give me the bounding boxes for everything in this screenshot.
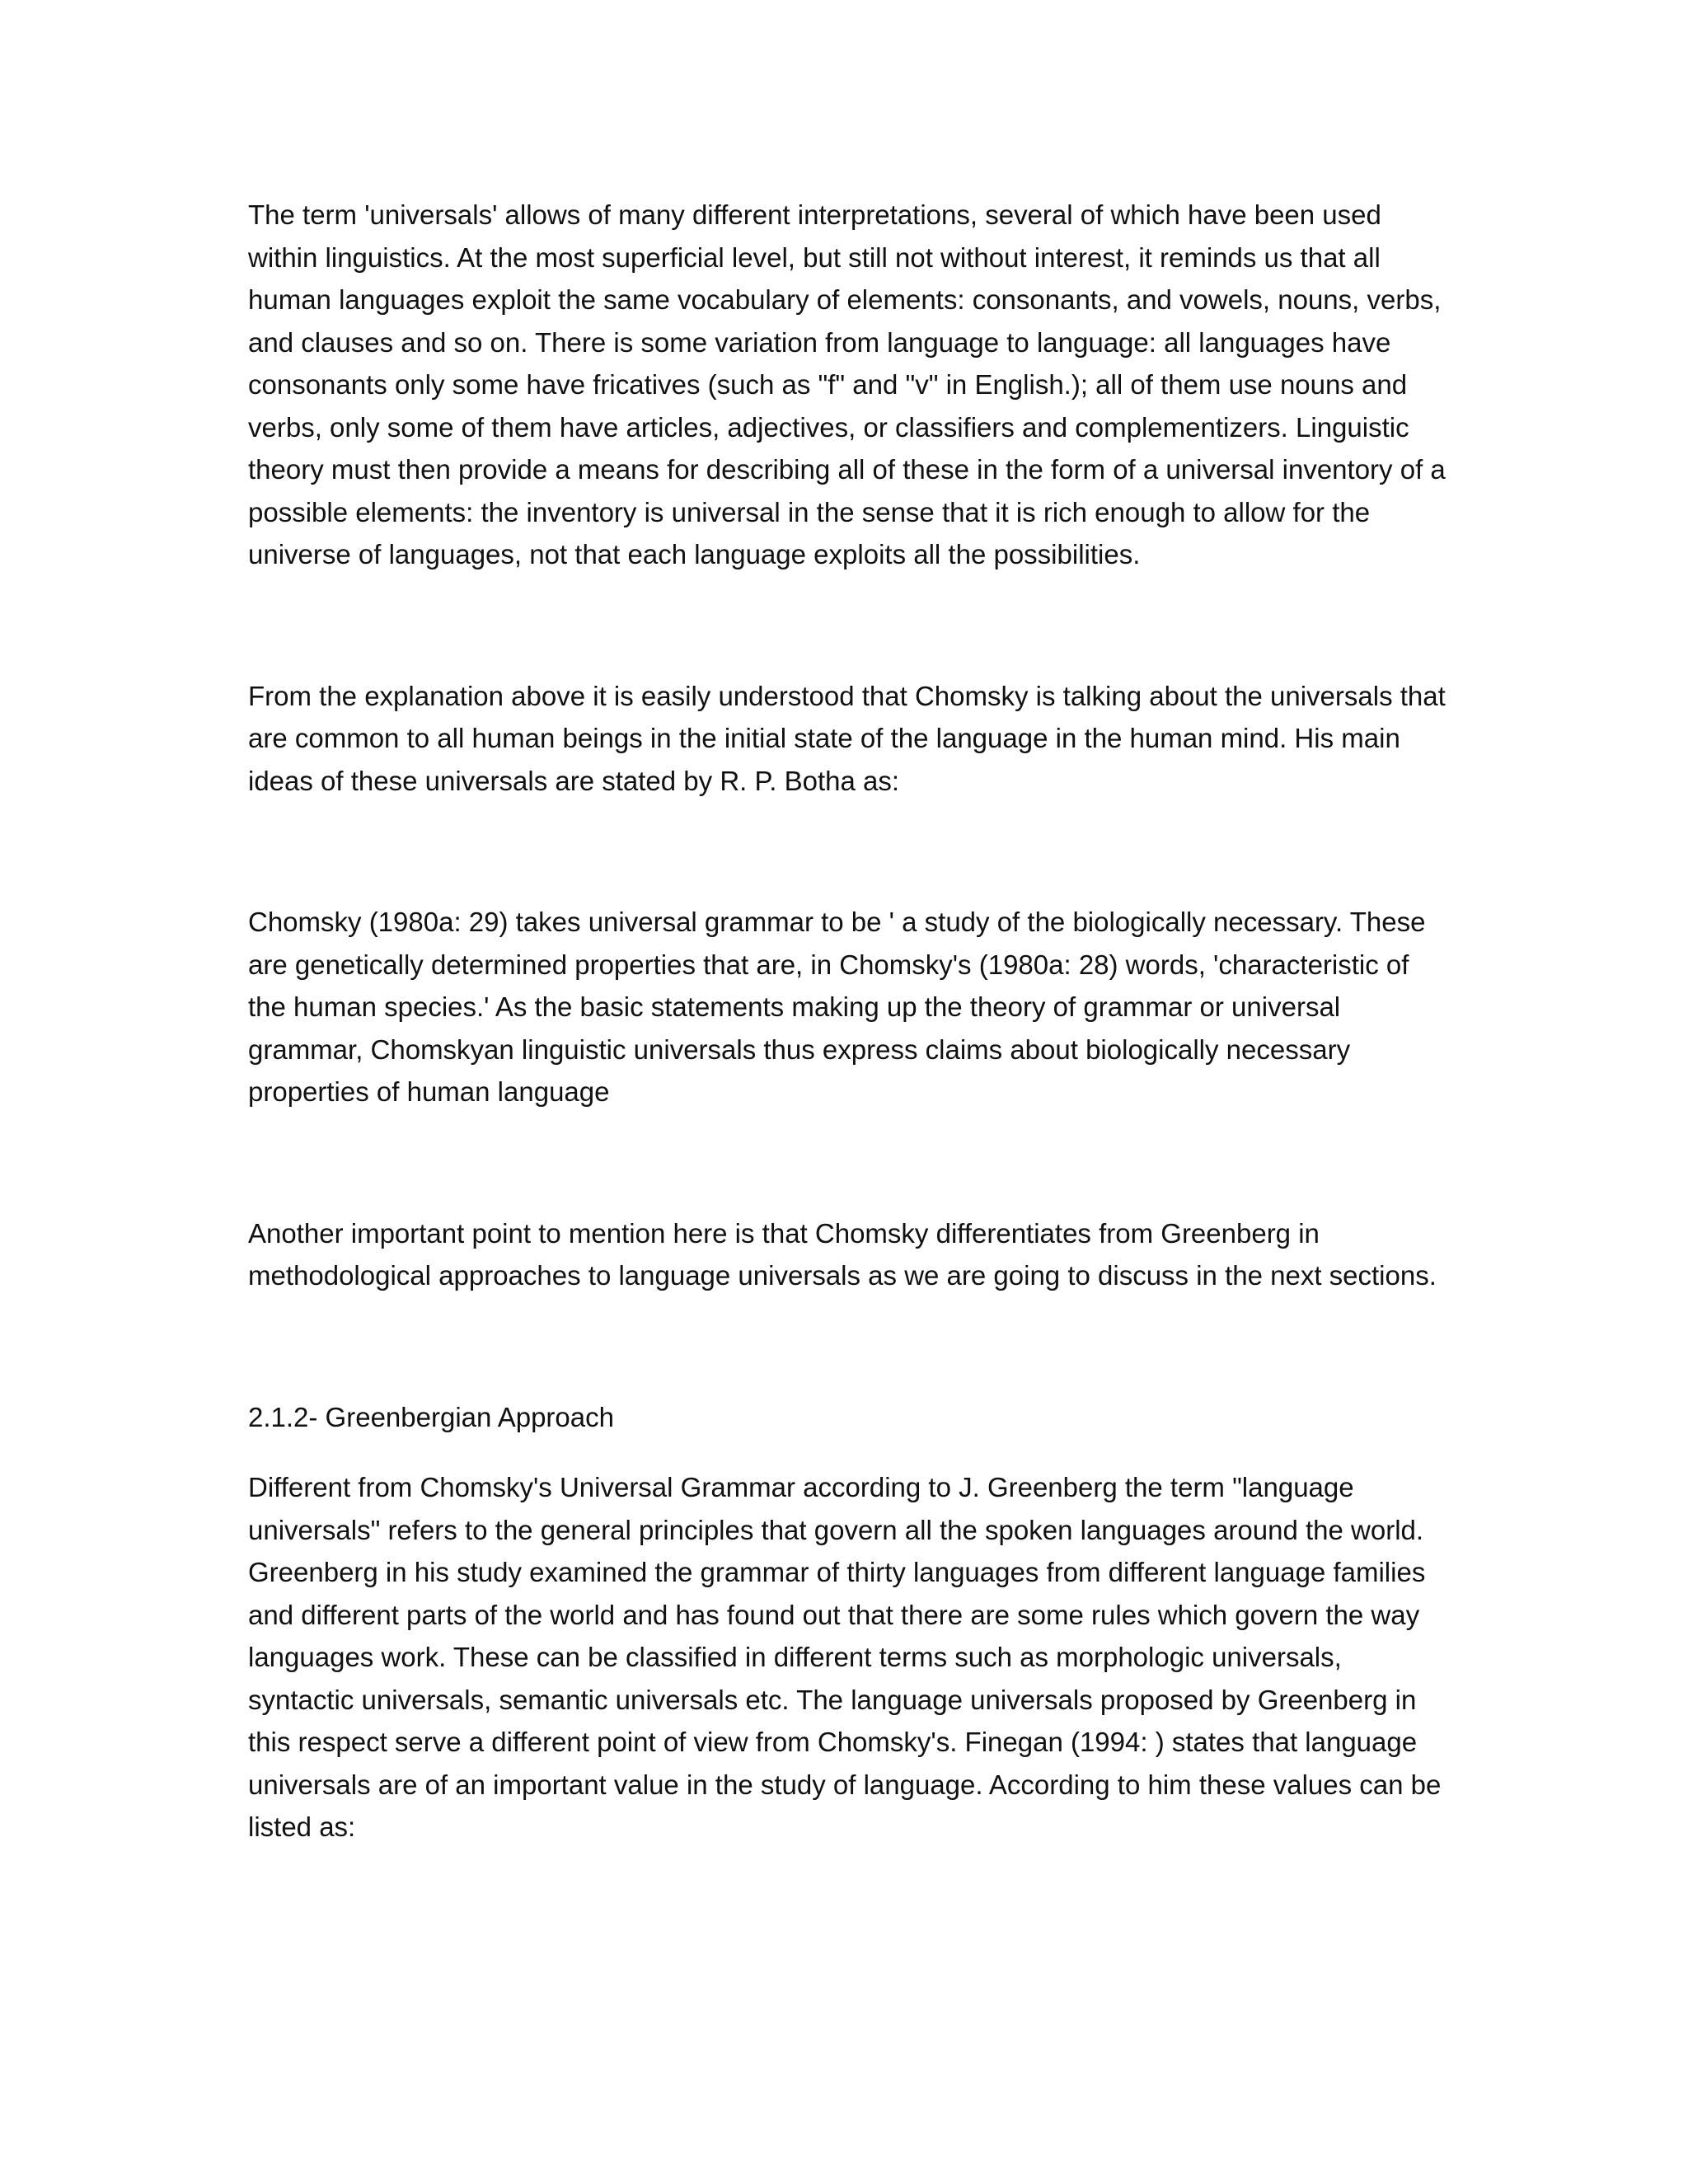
paragraph-methodological-difference: Another important point to mention here is that Chomsky differentiates from Greenberg in methodological approaches to language universals as we are going to discuss in the next sections. (248, 1217, 1437, 1291)
paragraph-botha-quote: Chomsky (1980a: 29) takes universal grammar to be ' a study of the biologically necessary. These are genetically determined properties that are, in Chomsky's (1980a: 28) words, 'characteristic of the human species.' As the basic statements making up the theory of grammar or universal grammar, Chomskyan linguistic universals thus express claims about biologically necessary properties of human language (248, 907, 1426, 1107)
paragraph-universals-interpretations: The term 'universals' allows of many different interpretations, several of which have been used within linguistics. At the most superficial level, but still not without interest, it reminds us that all human languages exploit the same vocabulary of elements: consonants, and vowels, nouns, verbs, and clauses and so on. There is some variation from language to language: all languages have consonants only some have fricatives (such as "f" and "v" in English.); all of them use nouns and verbs, only some of them have articles, adjectives, or classifiers and complementizers. Linguistic theory must then provide a means for describing all of these in the form of a universal inventory of a possible elements: the inventory is universal in the sense that it is rich enough to allow for the universe of languages, not that each language exploits all the possibilities. (248, 199, 1446, 569)
section-heading: 2.1.2- Greenbergian Approach (248, 1401, 614, 1432)
document-body (248, 194, 1451, 1849)
paragraph-chomsky-explanation: From the explanation above it is easily understood that Chomsky is talking about the universals that are common to all human beings in the initial state of the language in the human mind. His main ideas of these universals are stated by R. P. Botha as: (248, 680, 1446, 796)
paragraph-greenberg-approach: Different from Chomsky's Universal Grammar according to J. Greenberg the term "language universals" refers to the general principles that govern all the spoken languages around the world. Greenberg in his study examined the grammar of thirty languages from different language families and different parts of the world and has found out that there are some rules which govern the way languages work. These can be classified in different terms such as morphologic universals, syntactic universals, semantic universals etc. The language universals proposed by Greenberg in this respect serve a different point of view from Chomsky's. Finegan (1994: ) states that language universals are of an important value in the study of language. According to him these values can be listed as: (248, 1472, 1442, 1842)
